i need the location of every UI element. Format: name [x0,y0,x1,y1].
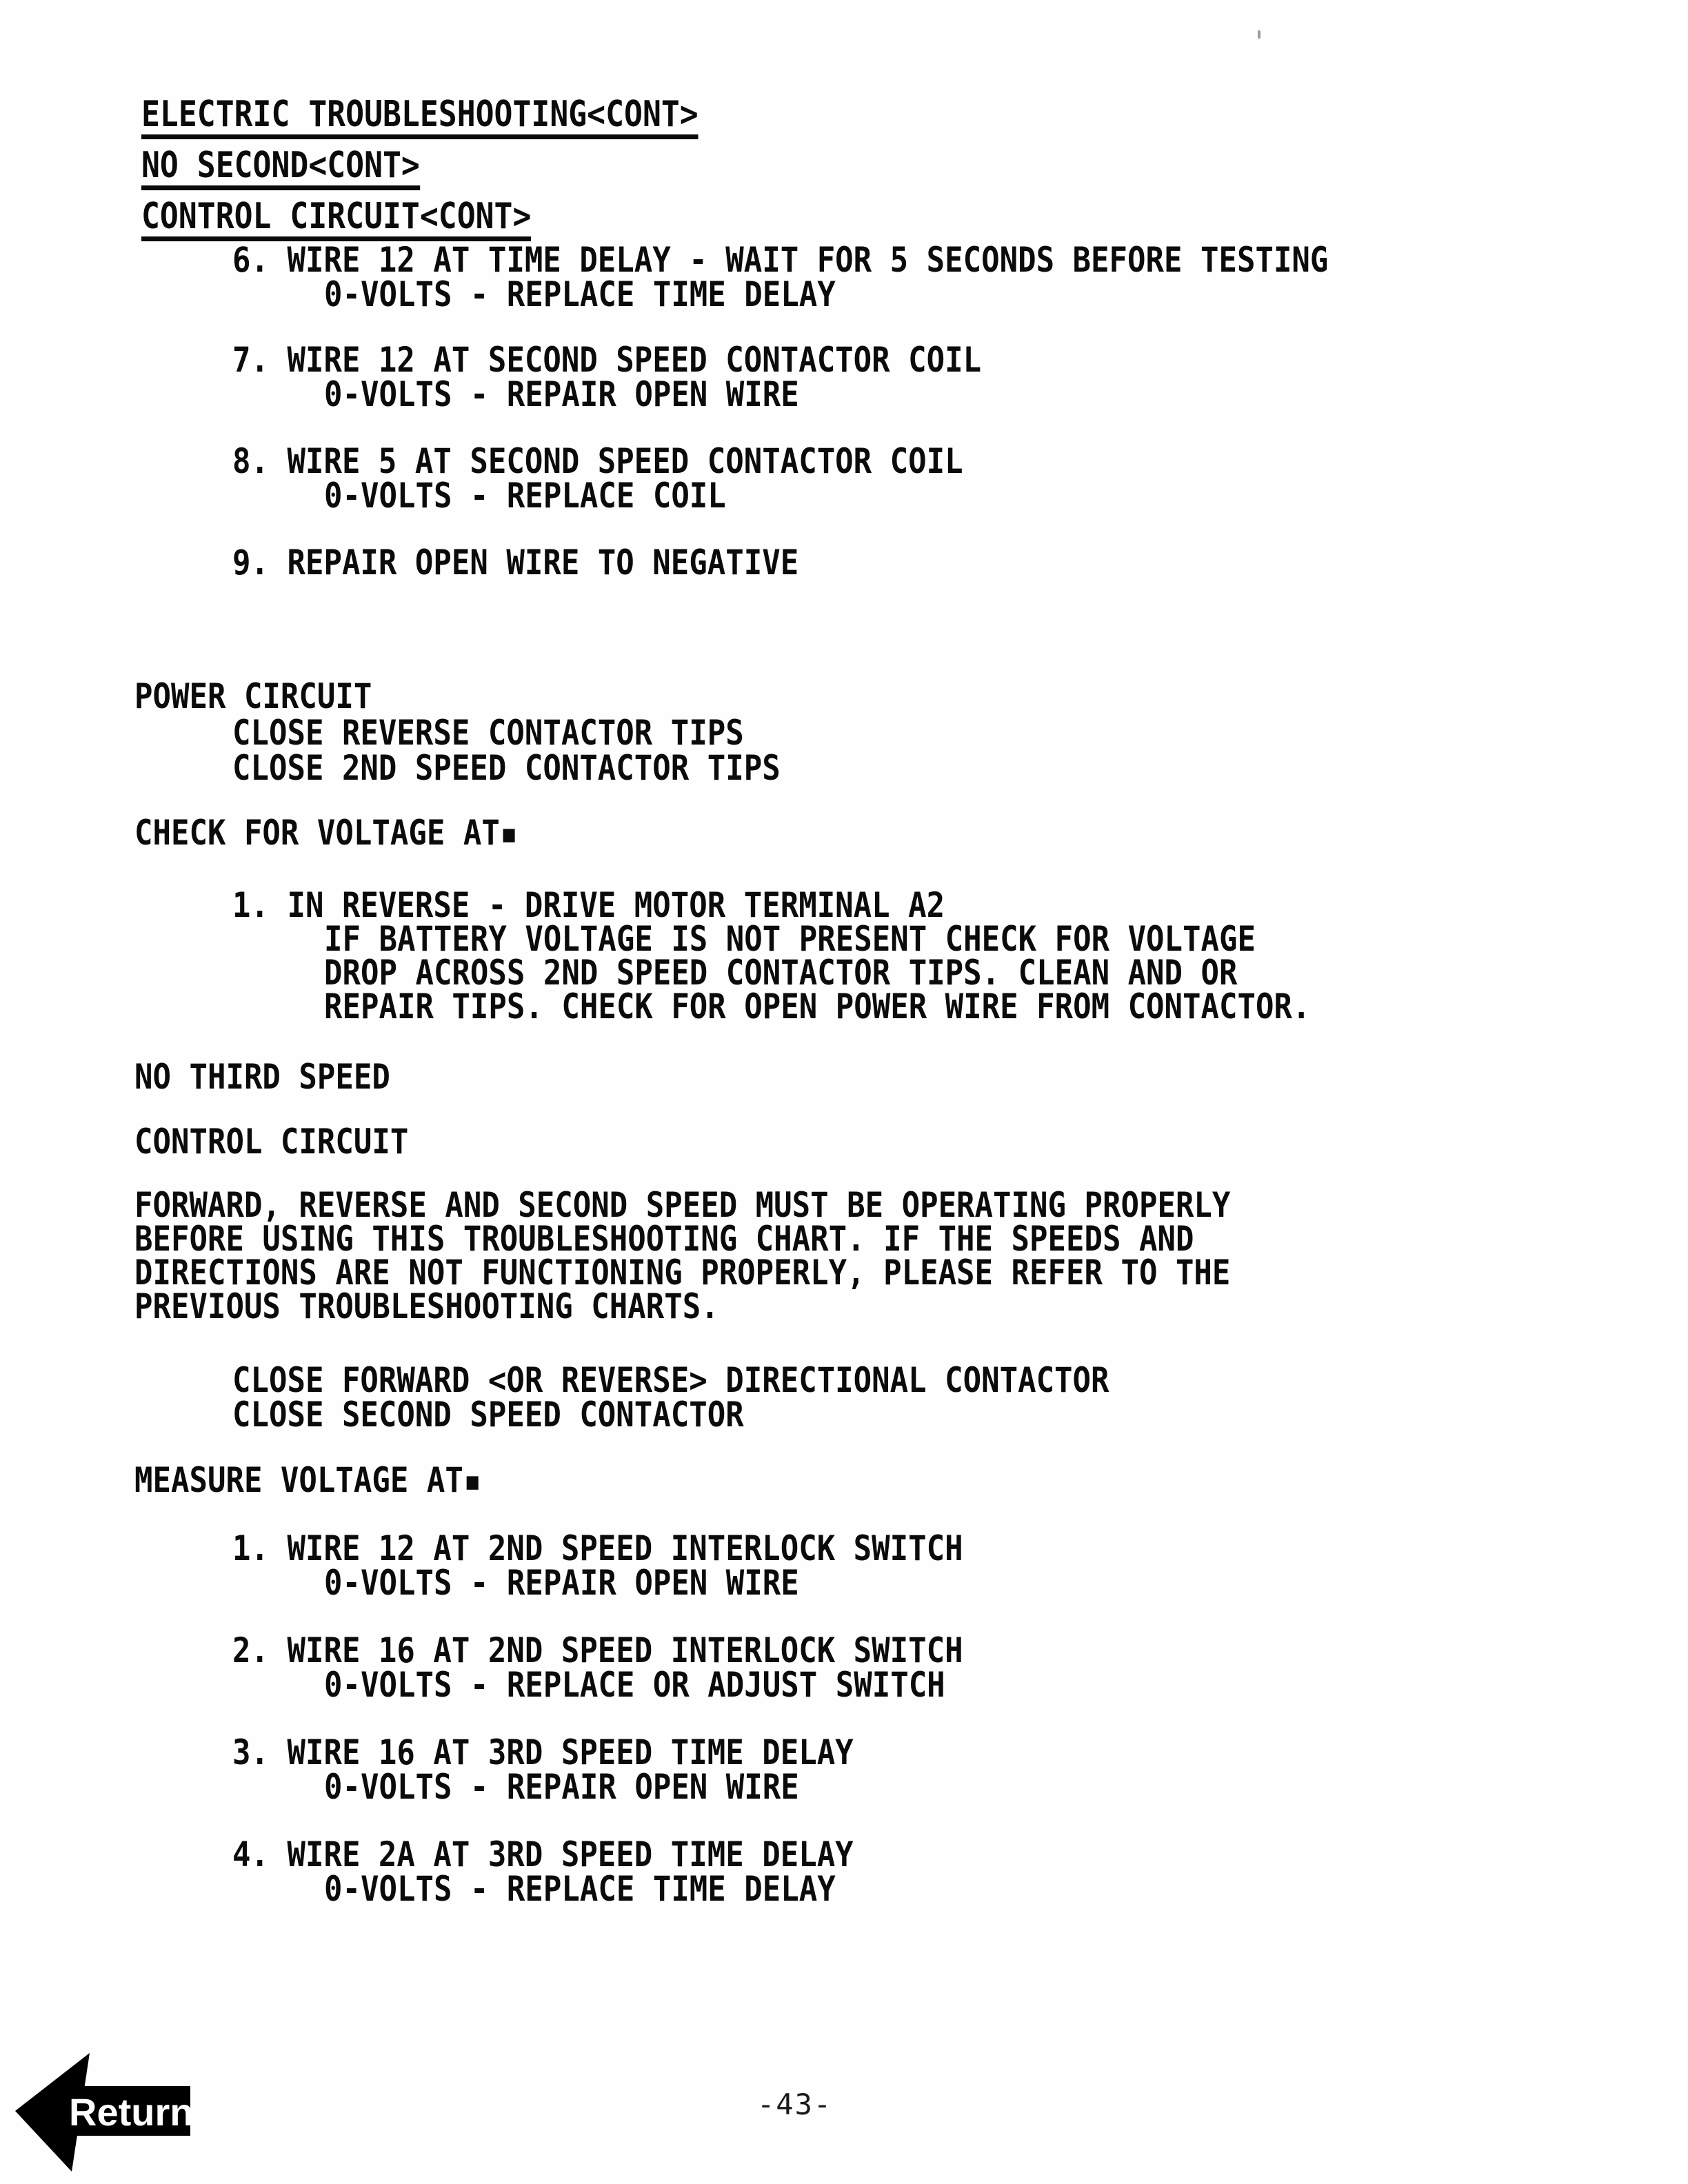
measure-item3-line2: 0-VOLTS - REPAIR OPEN WIRE [324,1767,799,1807]
measure-item2-line2: 0-VOLTS - REPLACE OR ADJUST SWITCH [324,1665,945,1705]
intro-para-line4: PREVIOUS TROUBLESHOOTING CHARTS. [134,1286,719,1326]
item6-line1: 6. WIRE 12 AT TIME DELAY - WAIT FOR 5 SECONDS BEFORE TESTING [232,240,1329,280]
item7-line2: 0-VOLTS - REPAIR OPEN WIRE [324,374,799,414]
return-button-label: Return [69,2090,194,2134]
measure-item4-line2: 0-VOLTS - REPLACE TIME DELAY [324,1869,836,1909]
control-circuit-title: CONTROL CIRCUIT [134,1122,409,1162]
intro-para-line1: FORWARD, REVERSE AND SECOND SPEED MUST BE OPERATING PROPERLY [134,1185,1231,1225]
measure-item1-line1: 1. WIRE 12 AT 2ND SPEED INTERLOCK SWITCH [232,1528,963,1568]
measure-item1-line2: 0-VOLTS - REPAIR OPEN WIRE [324,1563,799,1603]
scan-speck [1258,30,1260,39]
power-circuit-title: POWER CIRCUIT [134,676,372,716]
power-item1-line2: IF BATTERY VOLTAGE IS NOT PRESENT CHECK FOR VOLTAGE [324,919,1256,959]
close-second-line: CLOSE SECOND SPEED CONTACTOR [232,1395,744,1435]
power-item1-line3: DROP ACROSS 2ND SPEED CONTACTOR TIPS. CLEAN AND OR [324,953,1238,993]
measure-item3-line1: 3. WIRE 16 AT 3RD SPEED TIME DELAY [232,1732,854,1772]
item8-line1: 8. WIRE 5 AT SECOND SPEED CONTACTOR COIL [232,441,963,481]
no-third-speed-title: NO THIRD SPEED [134,1057,390,1097]
heading-line-3: CONTROL CIRCUIT<CONT> [141,199,531,241]
item9-line1: 9. REPAIR OPEN WIRE TO NEGATIVE [232,543,799,583]
measure-voltage-heading: MEASURE VOLTAGE AT▪ [134,1460,482,1500]
intro-para-line3: DIRECTIONS ARE NOT FUNCTIONING PROPERLY, PLEASE REFER TO THE [134,1253,1231,1293]
check-voltage-heading: CHECK FOR VOLTAGE AT▪ [134,813,519,853]
power-item1-line4: REPAIR TIPS. CHECK FOR OPEN POWER WIRE FROM CONTACTOR. [324,987,1311,1027]
measure-item4-line1: 4. WIRE 2A AT 3RD SPEED TIME DELAY [232,1834,854,1874]
return-button[interactable] [11,2050,211,2178]
power-item1-line1: 1. IN REVERSE - DRIVE MOTOR TERMINAL A2 [232,885,945,925]
heading-line-1: ELECTRIC TROUBLESHOOTING<CONT> [141,97,699,139]
heading-line-2: NO SECOND<CONT> [141,148,420,190]
item7-line1: 7. WIRE 12 AT SECOND SPEED CONTACTOR COIL [232,340,982,380]
close-forward-line: CLOSE FORWARD <OR REVERSE> DIRECTIONAL CONTACTOR [232,1360,1109,1400]
power-close-line2: CLOSE 2ND SPEED CONTACTOR TIPS [232,748,781,788]
measure-item2-line1: 2. WIRE 16 AT 2ND SPEED INTERLOCK SWITCH [232,1630,963,1670]
item8-line2: 0-VOLTS - REPLACE COIL [324,476,726,516]
page-number: -43- [757,2087,833,2121]
intro-para-line2: BEFORE USING THIS TROUBLESHOOTING CHART. IF THE SPEEDS AND [134,1219,1194,1259]
power-close-line1: CLOSE REVERSE CONTACTOR TIPS [232,713,744,753]
item6-line2: 0-VOLTS - REPLACE TIME DELAY [324,274,836,314]
